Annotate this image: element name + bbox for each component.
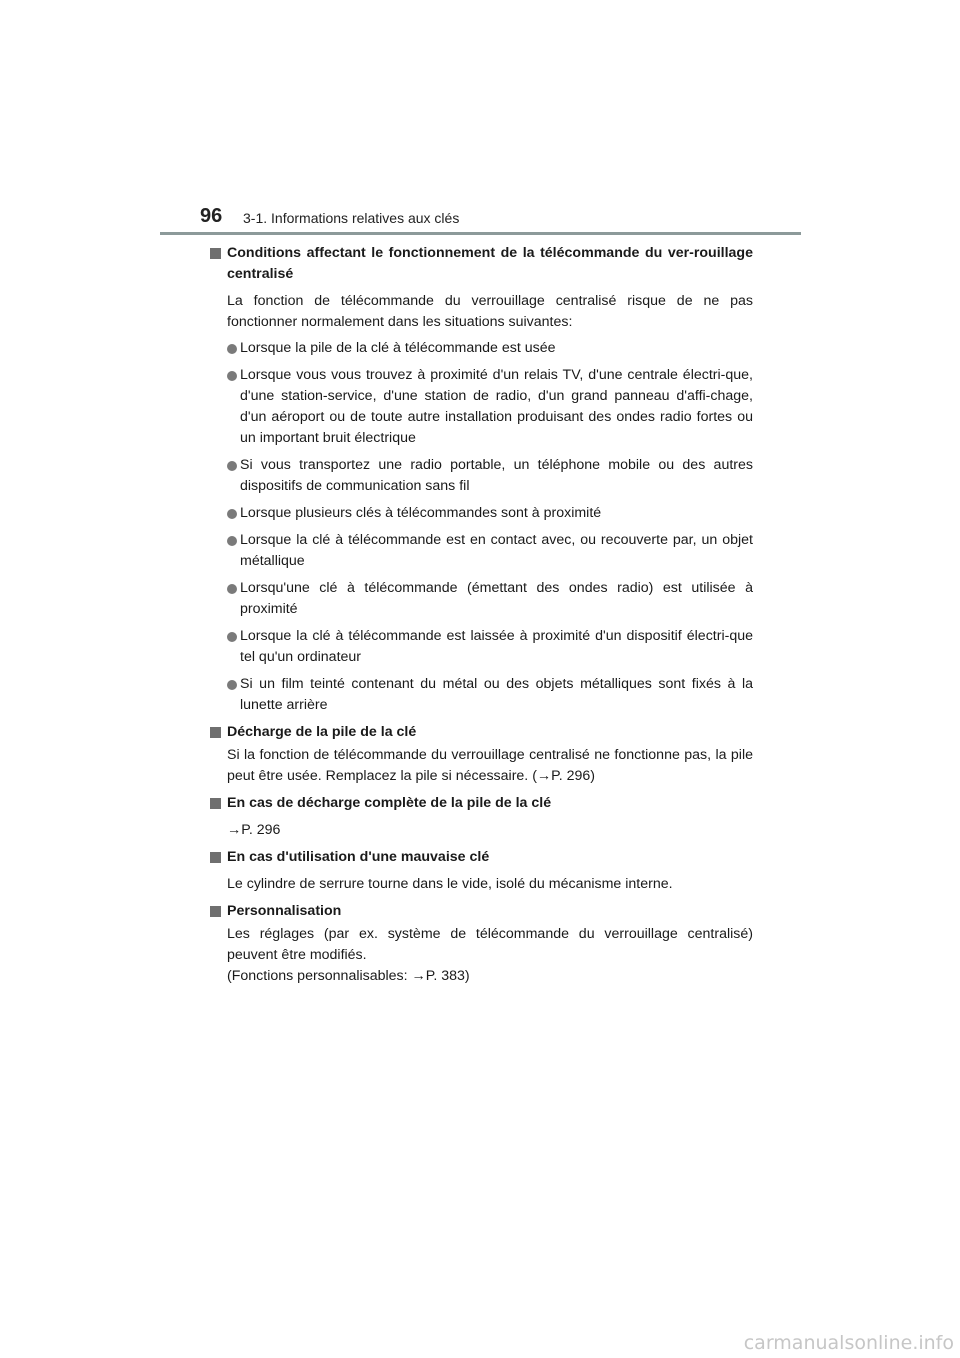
list-item-text: Lorsque la clé à télécommande est en contact avec, ou recouverte par, un objet métallique (240, 532, 753, 569)
page-content (210, 243, 753, 987)
list-item-text: Lorsque plusieurs clés à télécommandes sont à proximité (240, 505, 602, 521)
section-title: Personnalisation (227, 903, 342, 919)
section-full-discharge (210, 793, 753, 841)
square-bullet-icon (210, 852, 221, 863)
square-bullet-icon (210, 248, 221, 259)
list-item (227, 674, 753, 716)
circle-bullet-icon (227, 536, 237, 546)
list-item-text: Lorsque vous vous trouvez à proximité d'un relais TV, d'une centrale électri-que, d'une station-service, d'une station de radio, d'un grand panneau d'affi-chage, d'un aéroport ou de toute autre installation produisant des ondes radio fortes ou un important bruit électrique (240, 367, 753, 446)
square-bullet-icon (210, 798, 221, 809)
square-bullet-icon (210, 906, 221, 917)
square-bullet-icon (210, 727, 221, 738)
watermark: carmanualsonline.info (743, 1332, 954, 1354)
section-body: Si la fonction de télécommande du verrouillage centralisé ne fonctionne pas, la pile peut être usée. Remplacez la pile si nécessaire. (→P. 296) (227, 747, 753, 784)
chapter-title: 3-1. Informations relatives aux clés (243, 210, 460, 226)
list-item (227, 530, 753, 572)
conditions-list (227, 338, 753, 716)
section-title: Conditions affectant le fonctionnement de la télécommande du ver-rouillage centralisé (227, 245, 753, 282)
section-battery-discharge (210, 722, 753, 787)
section-conditions (210, 243, 753, 716)
section-body: Le cylindre de serrure tourne dans le vide, isolé du mécanisme interne. (227, 876, 673, 892)
section-title: En cas de décharge complète de la pile de la clé (227, 795, 552, 811)
circle-bullet-icon (227, 371, 237, 381)
list-item-text: Lorsque la pile de la clé à télécommande est usée (240, 340, 556, 356)
circle-bullet-icon (227, 584, 237, 594)
list-item (227, 338, 753, 359)
list-item-text: Lorsque la clé à télécommande est laissée à proximité d'un dispositif électri-que tel qu'un ordinateur (240, 628, 753, 665)
list-item-text: Si un film teinté contenant du métal ou des objets métalliques sont fixés à la lunette arrière (240, 676, 753, 713)
circle-bullet-icon (227, 509, 237, 519)
section-title: Décharge de la pile de la clé (227, 724, 417, 740)
list-item-text: Lorsqu'une clé à télécommande (émettant des ondes radio) est utilisée à proximité (240, 580, 753, 617)
section-intro: La fonction de télécommande du verrouillage centralisé risque de ne pas fonctionner normalement dans les situations suivantes: (227, 293, 753, 330)
list-item-text: Si vous transportez une radio portable, un téléphone mobile ou des autres dispositifs de communication sans fil (240, 457, 753, 494)
circle-bullet-icon (227, 680, 237, 690)
section-customization (210, 901, 753, 987)
header-rule (160, 232, 801, 235)
circle-bullet-icon (227, 344, 237, 354)
list-item (227, 455, 753, 497)
circle-bullet-icon (227, 632, 237, 642)
list-item (227, 365, 753, 449)
section-body-reference: (Fonctions personnalisables: →P. 383) (227, 968, 470, 984)
list-item (227, 626, 753, 668)
list-item (227, 578, 753, 620)
list-item (227, 503, 753, 524)
circle-bullet-icon (227, 461, 237, 471)
section-body: →P. 296 (227, 822, 281, 838)
section-body: Les réglages (par ex. système de télécommande du verrouillage centralisé) peuvent être modifiés. (227, 926, 753, 963)
section-wrong-key (210, 847, 753, 895)
page-number: 96 (200, 205, 223, 227)
section-title: En cas d'utilisation d'une mauvaise clé (227, 849, 490, 865)
